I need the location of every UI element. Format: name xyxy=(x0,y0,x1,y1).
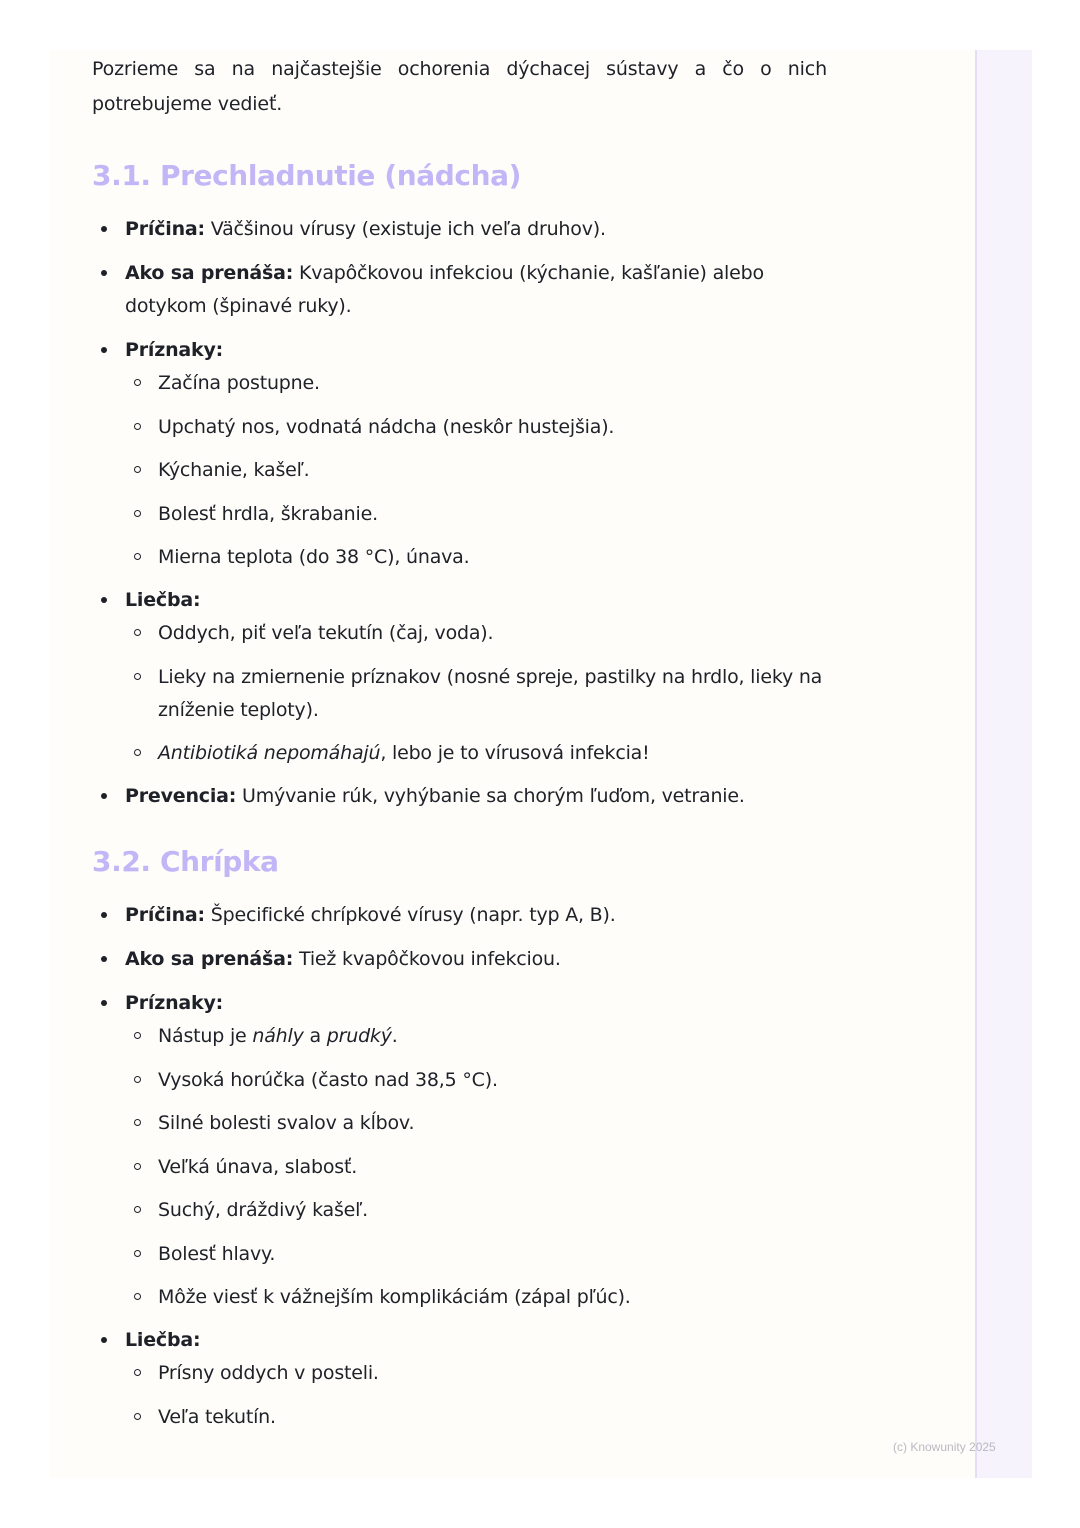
document-content xyxy=(92,52,827,1444)
sub-list-item: Prísny oddych v posteli. xyxy=(125,1357,827,1390)
sub-list-item: Bolesť hrdla, škrabanie. xyxy=(125,498,827,531)
item-text: Špecifické chrípkové vírusy (napr. typ A, B). xyxy=(204,904,616,926)
sub-list-item: Vysoká horúčka (často nad 38,5 °C). xyxy=(125,1064,827,1097)
onset-conjunction: a xyxy=(303,1025,327,1047)
item-label: Príčina: xyxy=(125,218,205,240)
list-item-prevention xyxy=(92,780,827,813)
symptoms-sublist xyxy=(125,367,827,574)
onset-emphasis-sudden: náhly xyxy=(252,1025,304,1047)
item-label: Prevencia: xyxy=(125,785,237,807)
treatment-sublist xyxy=(125,1357,827,1434)
sub-list-item: Lieky na zmiernenie príznakov (nosné spreje, pastilky na hrdlo, lieky na zníženie teploty). xyxy=(125,661,827,727)
list-item-symptoms xyxy=(92,334,827,574)
onset-suffix: . xyxy=(391,1025,398,1047)
item-text: Väčšinou vírusy (existuje ich veľa druhov). xyxy=(204,218,606,240)
sub-list-item: Suchý, dráždivý kašeľ. xyxy=(125,1194,827,1227)
item-label: Príznaky: xyxy=(125,339,224,361)
section-heading-flu: 3.2. Chrípka xyxy=(92,845,279,878)
item-label: Ako sa prenáša: xyxy=(125,948,294,970)
item-label: Príznaky: xyxy=(125,992,224,1014)
list-item-transmission xyxy=(92,943,827,976)
treatment-sublist xyxy=(125,617,827,770)
antibiotics-text: , lebo je to vírusová infekcia! xyxy=(380,742,650,764)
list-item-cause xyxy=(92,213,827,246)
symptoms-sublist xyxy=(125,1020,827,1314)
sub-list-item: Bolesť hlavy. xyxy=(125,1238,827,1271)
item-label: Príčina: xyxy=(125,904,205,926)
copyright-footer: (c) Knowunity 2025 xyxy=(893,1440,996,1454)
item-label: Liečba: xyxy=(125,1329,201,1351)
antibiotics-emphasis: Antibiotiká nepomáhajú xyxy=(158,742,381,764)
flu-list xyxy=(92,899,827,1434)
list-item-transmission xyxy=(92,257,827,323)
sub-list-item: Mierna teplota (do 38 °C), únava. xyxy=(125,541,827,574)
sub-list-item: Začína postupne. xyxy=(125,367,827,400)
item-text: Umývanie rúk, vyhýbanie sa chorým ľuďom, vetranie. xyxy=(236,785,745,807)
onset-prefix: Nástup je xyxy=(158,1025,253,1047)
item-text: Kvapôčkovou infekciou (kýchanie, kašľanie) alebo dotykom (špinavé ruky). xyxy=(125,262,764,317)
list-item-treatment xyxy=(92,1324,827,1434)
item-text: Tiež kvapôčkovou infekciou. xyxy=(293,948,561,970)
sub-list-item: Môže viesť k vážnejším komplikáciám (zápal pľúc). xyxy=(125,1281,827,1314)
sub-list-item: Silné bolesti svalov a kĺbov. xyxy=(125,1107,827,1140)
onset-emphasis-severe: prudký xyxy=(326,1025,392,1047)
cold-list xyxy=(92,213,827,813)
sub-list-item: Upchatý nos, vodnatá nádcha (neskôr hustejšia). xyxy=(125,411,827,444)
sub-list-item-antibiotics xyxy=(125,737,827,770)
list-item-symptoms xyxy=(92,987,827,1314)
sub-list-item: Veľa tekutín. xyxy=(125,1401,827,1434)
intro-paragraph: Pozrieme sa na najčastejšie ochorenia dýchacej sústavy a čo o nich potrebujeme vedieť. xyxy=(92,58,827,115)
item-label: Liečba: xyxy=(125,589,201,611)
sub-list-item: Veľká únava, slabosť. xyxy=(125,1151,827,1184)
right-sidebar xyxy=(977,50,1032,1478)
section-heading-cold: 3.1. Prechladnutie (nádcha) xyxy=(92,159,522,192)
list-item-cause xyxy=(92,899,827,932)
list-item-treatment xyxy=(92,584,827,770)
item-label: Ako sa prenáša: xyxy=(125,262,294,284)
sub-list-item-onset xyxy=(125,1020,827,1053)
sub-list-item: Kýchanie, kašeľ. xyxy=(125,454,827,487)
sub-list-item: Oddych, piť veľa tekutín (čaj, voda). xyxy=(125,617,827,650)
